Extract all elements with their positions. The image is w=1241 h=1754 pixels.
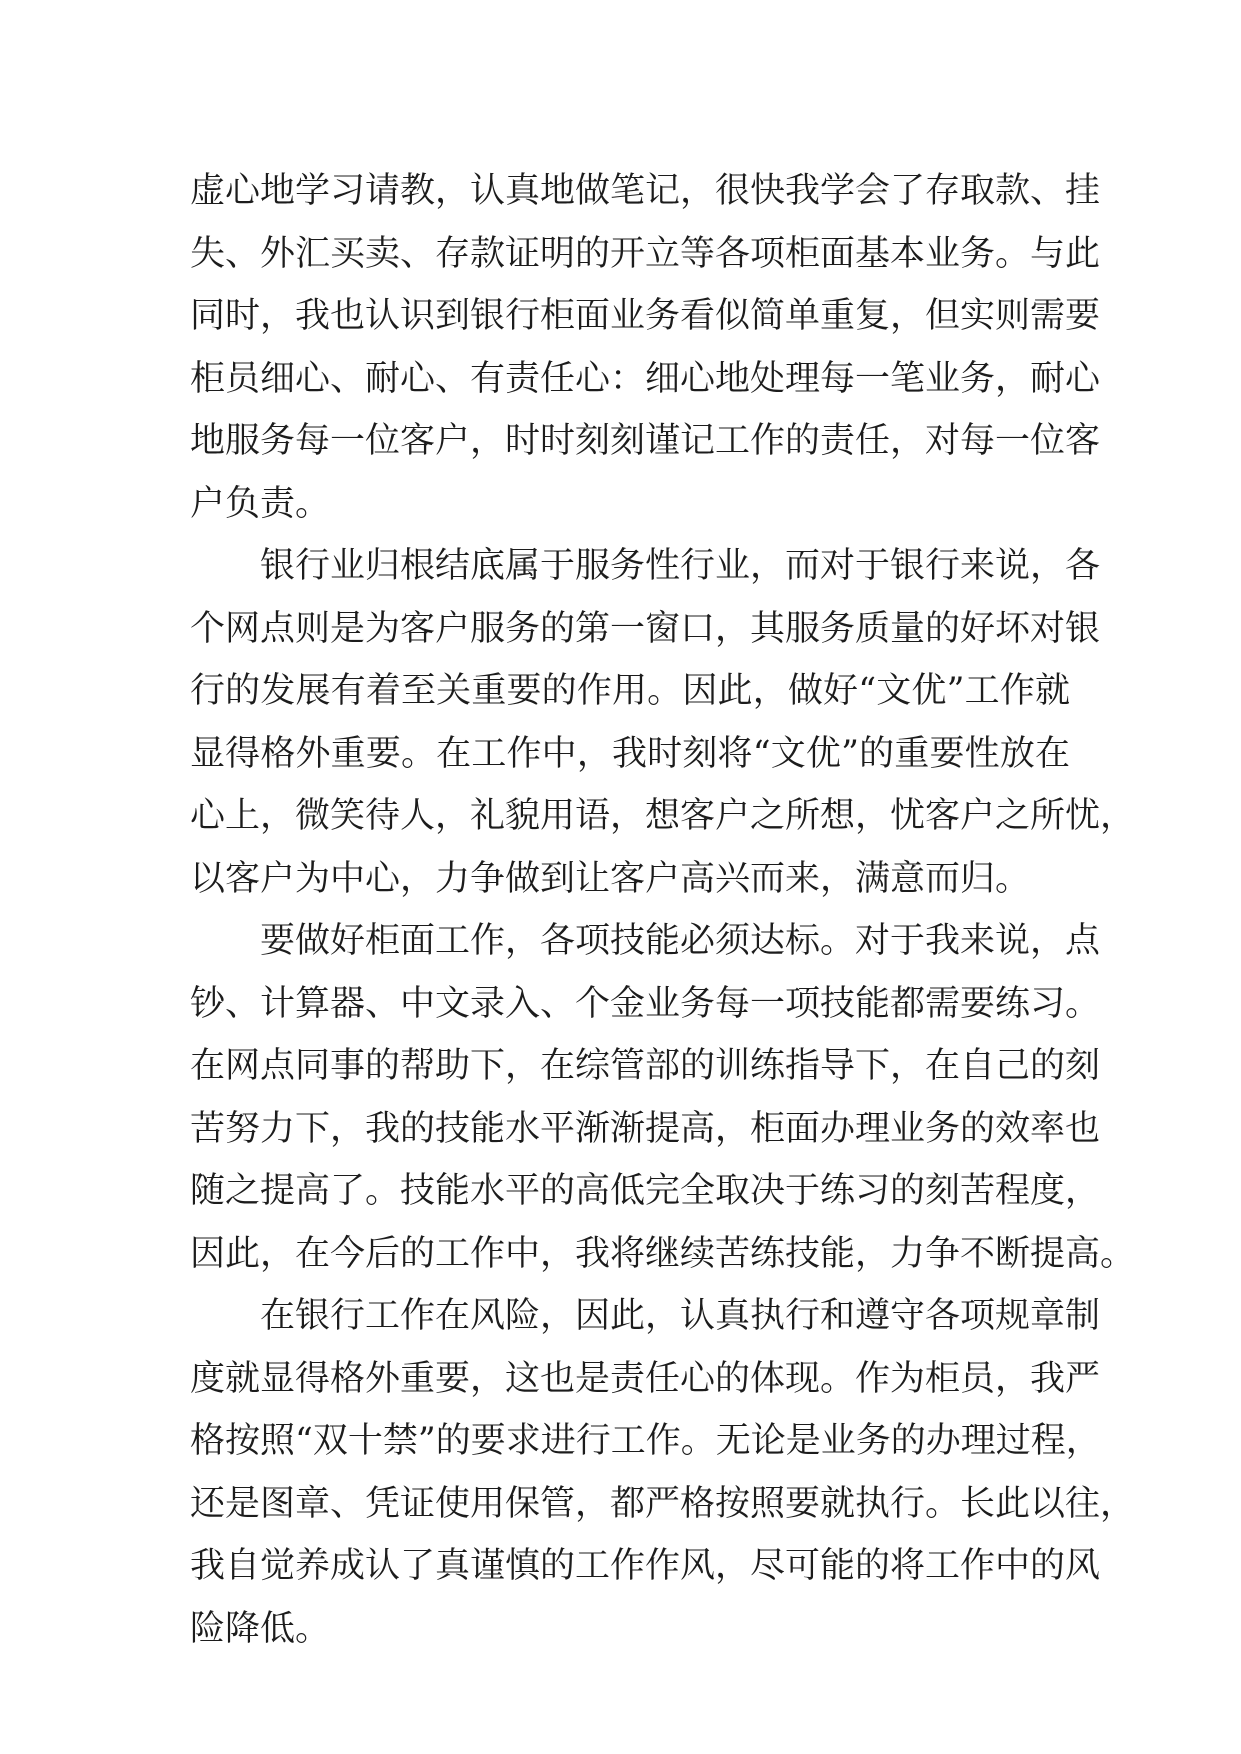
text-line: 在银行工作在风险，因此，认真执行和遵守各项规章制 (260, 1296, 1101, 1336)
paragraph (190, 910, 1136, 1285)
text-line: 柜员细心、耐心、有责任心：细心地处理每一笔业务，耐心 (190, 358, 1101, 399)
text-line: 户负责。 (190, 483, 331, 524)
text-line: 在网点同事的帮助下，在综管部的训练指导下，在自己的刻 (190, 1046, 1101, 1086)
text-line: 虚心地学习请教，认真地做笔记，很快我学会了存取款、挂 (190, 171, 1101, 211)
text-line: 因此，在今后的工作中，我将继续苦练技能，力争不断提高。 (190, 1233, 1136, 1274)
paragraph (190, 535, 1136, 910)
text-line: 度就显得格外重要，这也是责任心的体现。作为柜员，我严 (190, 1358, 1101, 1399)
document-body (190, 160, 1136, 1660)
text-line: 苦努力下，我的技能水平渐渐提高，柜面办理业务的效率也 (190, 1108, 1101, 1149)
text-line: 险降低。 (190, 1608, 331, 1649)
text-line: 随之提高了。技能水平的高低完全取决于练习的刻苦程度， (190, 1171, 1101, 1211)
text-line: 要做好柜面工作，各项技能必须达标。对于我来说，点 (260, 921, 1101, 961)
text-line: 格按照“双十禁”的要求进行工作。无论是业务的办理过程， (190, 1421, 1101, 1461)
text-line: 个网点则是为客户服务的第一窗口，其服务质量的好坏对银 (190, 608, 1101, 649)
text-line: 还是图章、凭证使用保管，都严格按照要就执行。长此以往， (190, 1483, 1136, 1524)
text-line: 显得格外重要。在工作中，我时刻将“文优”的重要性放在 (190, 733, 1070, 774)
text-line: 我自觉养成认了真谨慎的工作作风，尽可能的将工作中的风 (190, 1546, 1101, 1586)
text-line: 地服务每一位客户，时时刻刻谨记工作的责任，对每一位客 (190, 421, 1101, 461)
text-line: 以客户为中心，力争做到让客户高兴而来，满意而归。 (190, 858, 1031, 899)
text-line: 钞、计算器、中文录入、个金业务每一项技能都需要练习。 (190, 983, 1101, 1024)
paragraph (190, 1285, 1136, 1660)
text-line: 行的发展有着至关重要的作用。因此，做好“文优”工作就 (190, 671, 1070, 711)
text-line: 同时，我也认识到银行柜面业务看似简单重复，但实则需要 (190, 296, 1101, 336)
text-line: 银行业归根结底属于服务性行业，而对于银行来说，各 (260, 546, 1101, 586)
text-line: 失、外汇买卖、存款证明的开立等各项柜面基本业务。与此 (190, 233, 1101, 274)
paragraph (190, 160, 1101, 535)
text-line: 心上，微笑待人，礼貌用语，想客户之所想，忧客户之所忧， (190, 796, 1136, 836)
